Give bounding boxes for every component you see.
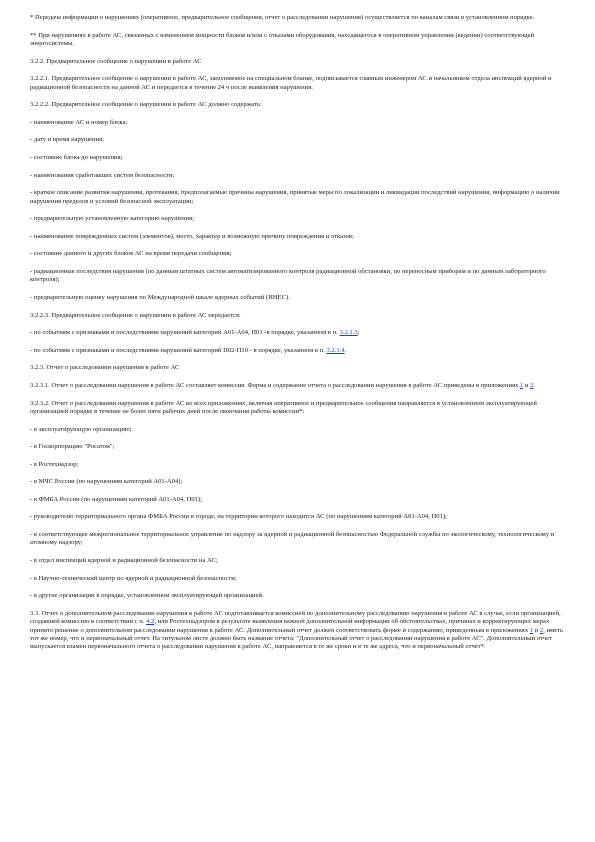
section-heading-3-2-2: 3.2.2. Предварительное сообщение о нарушении в работе АС	[30, 57, 202, 65]
recipient-item: - в Научно-технический центр по ядерной и радиационной безопасности;	[30, 574, 237, 582]
recipient-item: - в ФМБА России (по нарушениям категорий А01-А04, П01);	[30, 495, 202, 503]
link-appendix-2[interactable]: 2	[539, 626, 544, 634]
paragraph-3-3-text: 3.3. Отчет о дополнительном расследовании нарушения в работе АС подготавливается комиссией по дополнительному расследованию нарушения в работе АС в случае, если организацией, создавшей комиссию в соответствии с п.	[30, 609, 561, 626]
paragraph-3-2-2-2: 3.2.2.2. Предварительное сообщение о нарушении в работе АС должно содержать:	[30, 101, 262, 109]
link-3-2-1-4[interactable]: 3.2.1.4	[326, 346, 345, 354]
list-item: - краткое описание развития нарушения, протекания, предполагаемые причины нарушения, принятые меры по локализации и ликвидации последствий нарушения, информацию о наличии нарушения пределов и условий безопасной эксплуатации;	[30, 189, 560, 205]
list-item: - наименования сработавших систем безопасности;	[30, 171, 175, 179]
paragraph-3-3-end: , иметь тот же номер, что и первоначальный отчет. На титульном листе должно быть название отчета: "Дополнительный отчет о расследовании нарушения в работе АС". Дополнительный отчет выпускается взамен первоначального отчета о расследовании нарушения в работе АС, направляется в те же сроки и в те же адреса, что и первоначальный отчет*.	[30, 626, 564, 651]
list-item: - предварительную установленную категорию нарушения;	[30, 215, 195, 223]
paragraph-3-2-3-1-text: 3.2.3.1. Отчет о расследовании нарушения в работе АС составляет комиссия. Форма и содержание отчета о расследовании нарушения в работе АС приведены в приложениях	[30, 381, 520, 389]
recipient-item: - в соответствующее межрегиональное территориальное управление по надзору за ядерной и радиационной безопасностью Федеральной службы по экологическому, технологическому и атомному надзору;	[30, 531, 555, 547]
link-3-2-1-3[interactable]: 3.2.1.3	[339, 329, 358, 337]
list-item: - дату и время нарушения;	[30, 136, 104, 144]
recipient-item: - в другие организации в порядке, установленном эксплуатирующей организацией.	[30, 592, 264, 600]
paragraph-3-2-2-1: 3.2.2.1. Предварительное сообщение о нарушении в работе АС, заполняемое на специальном бланке, подписывается главным инженером АС и начальником отдела инспекций ядерной и радиационной безопасности на данной АС и передается в течение 24 ч после выявления нарушения.	[30, 75, 552, 91]
transfer-rule-a01-text: - по событиям с признаками и последствиями нарушений категорий А01-А04, П01 -в порядке, указанном в п.	[30, 329, 340, 337]
list-item: - состояние блока до нарушения;	[30, 153, 123, 161]
paragraph-3-3	[30, 610, 565, 652]
link-appendix-2[interactable]: 2	[530, 381, 534, 389]
footnote-2: ** При нарушениях в работе АС, связанных с изменением мощности блоков и/или с отказами оборудования, находящегося в оперативном управлении (ведении) соответствующей энергосистемы.	[30, 31, 535, 47]
paragraph-3-2-3-1-end: .	[533, 381, 536, 389]
paragraph-3-3-text-2: , или Ростехнадзором в результате выявления важной дополнительной информации об обстоятельствах, причинах и корректирующих мерах принято решение о дополнительном расследовании нарушения в работе АС. Дополнительный отчет должен соответствовать форме и содержанию, приведенным в приложениях	[30, 618, 550, 634]
link-appendix-1[interactable]: 1	[519, 381, 524, 389]
transfer-rule-a01	[30, 329, 565, 337]
transfer-rule-p02-end: .	[344, 346, 347, 354]
list-item: - наименование АС и номер блока;	[30, 118, 128, 126]
transfer-rule-a01-end: ;	[357, 329, 360, 337]
recipient-item: - в отдел инспекций ядерной и радиационной безопасности на АС;	[30, 557, 218, 565]
link-4-2[interactable]: 4.2	[146, 618, 155, 626]
list-item: - предварительную оценку нарушения по Международной шкале ядерных событий (ИНЕС).	[30, 293, 290, 301]
recipient-item: - в Госкорпорацию "Росатом";	[30, 443, 115, 451]
section-heading-3-2-3: 3.2.3. Отчет о расследовании нарушения в работе АС	[30, 364, 180, 372]
paragraph-3-2-3-1	[30, 382, 565, 390]
recipient-item: - руководителю территориального органа ФМБА России в городе, на территории которого находится АС (по нарушениям категорий А01-А04, П01);	[30, 513, 447, 521]
list-item: - наименование поврежденных систем (элементов), место, характер и возможную причину повреждения и отказов;	[30, 232, 354, 240]
transfer-rule-p02	[30, 347, 565, 355]
transfer-rule-p02-text: - по событиям с признаками и последствиями нарушений категорий П02-П10 - в порядке, указанном в п.	[30, 346, 327, 354]
list-item: - радиационные последствия нарушения (по данным штатных систем автоматизированного контроля радиационной обстановки, по переносным приборам и по данным лабораторного контроля);	[30, 267, 546, 284]
recipient-item: - в эксплуатирующую организацию;	[30, 425, 132, 433]
recipient-item: - в Ростехнадзор;	[30, 460, 79, 468]
conjunction: и	[523, 381, 531, 389]
paragraph-3-2-3-2: 3.2.3.2. Отчет о расследовании нарушения в работе АС во всех приложениях, включая оперативное и предварительное сообщения направляется в установленном эксплуатирующей организацией порядке в течение не более пяти рабочих дней после окончания работы комиссии*:	[30, 399, 537, 415]
list-item: - состояние данного и других блоков АС на время передачи сообщения;	[30, 250, 232, 258]
recipient-item: - в МЧС России (по нарушениям категорий А01-А04);	[30, 478, 183, 486]
conjunction: и	[533, 626, 540, 634]
paragraph-3-2-2-3: 3.2.2.3. Предварительное сообщение о нарушении в работе АС передается:	[30, 311, 241, 319]
link-appendix-1[interactable]: 1	[529, 626, 534, 634]
footnote-1: * Передача информации о нарушениях (оперативное, предварительное сообщения, отчет о расследовании нарушения) осуществляется по каналам связи в установленном порядке.	[30, 14, 535, 21]
